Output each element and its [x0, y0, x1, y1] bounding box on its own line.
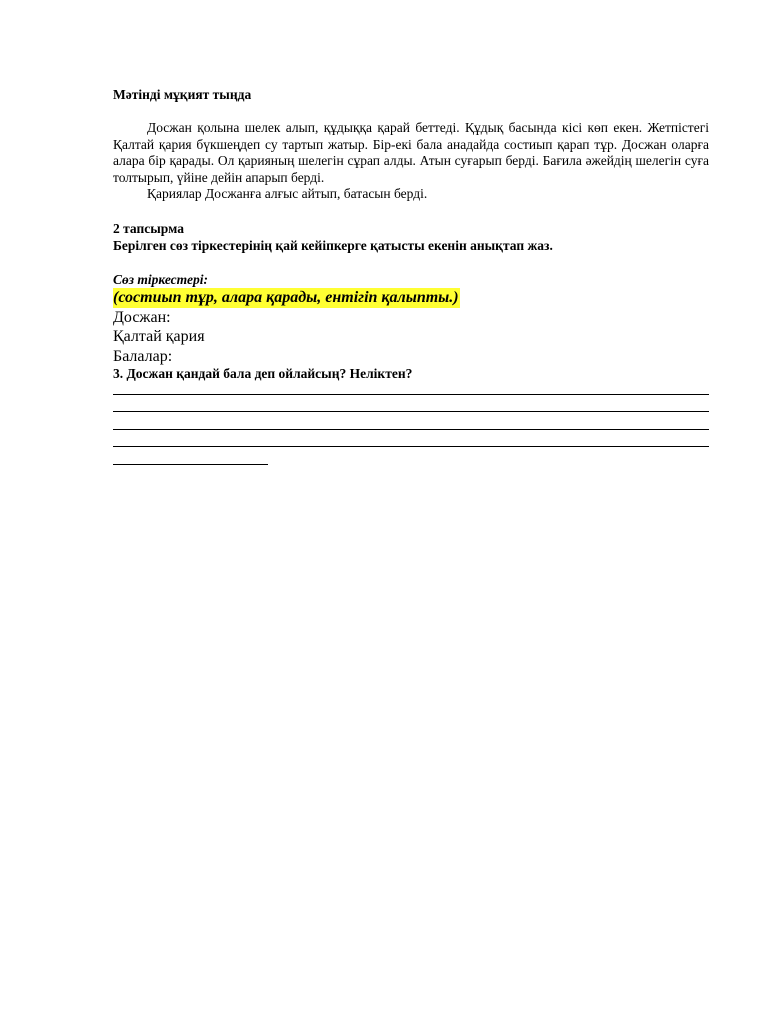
phrases-label: Сөз тіркестері: [113, 271, 208, 287]
answer-line [113, 434, 709, 452]
answer-line [113, 399, 709, 417]
character-children: Балалар: [113, 347, 173, 365]
document-body [113, 86, 709, 469]
task2-number: 2 тапсырма [113, 220, 184, 236]
phrases-line [113, 288, 709, 308]
text-paragraph: Қариялар Досжанға алғыс айтып, батасын берді. [147, 186, 428, 201]
answer-lines [113, 381, 709, 469]
character-kaltay: Қалтай қария [113, 328, 205, 345]
text-paragraph: Досжан қолына шелек алып, құдыққа қарай беттеді. Құдық басында кісі көп екен. Жетпістегі Қалтай қария бүкшеңдеп су тартып жатыр. Бір-екі бала анадайда состиып қарап тұр. Досжан оларға алара бір қарады. Ол қарияның шелегін сұрап алды. Атын суғарып берді. Бағила әжейдің шелегін суға толтырып, үйіне дейін апарып берді. [113, 120, 709, 185]
task2-instruction: Берілген сөз тіркестерінің қай кейіпкерге қатысты екенін анықтап жаз. [113, 237, 553, 253]
answer-line [113, 416, 709, 434]
answer-line [113, 381, 709, 399]
heading: Мәтінді мұқият тыңда [113, 87, 252, 102]
character-dosjan: Досжан: [113, 308, 171, 326]
answer-line [113, 451, 268, 469]
question-3: 3. Досжан қандай бала деп ойлайсың? Неліктен? [113, 366, 413, 381]
phrases-highlight: (состиып тұр, алара қарады, ентігіп қалыпты.) [113, 288, 459, 306]
